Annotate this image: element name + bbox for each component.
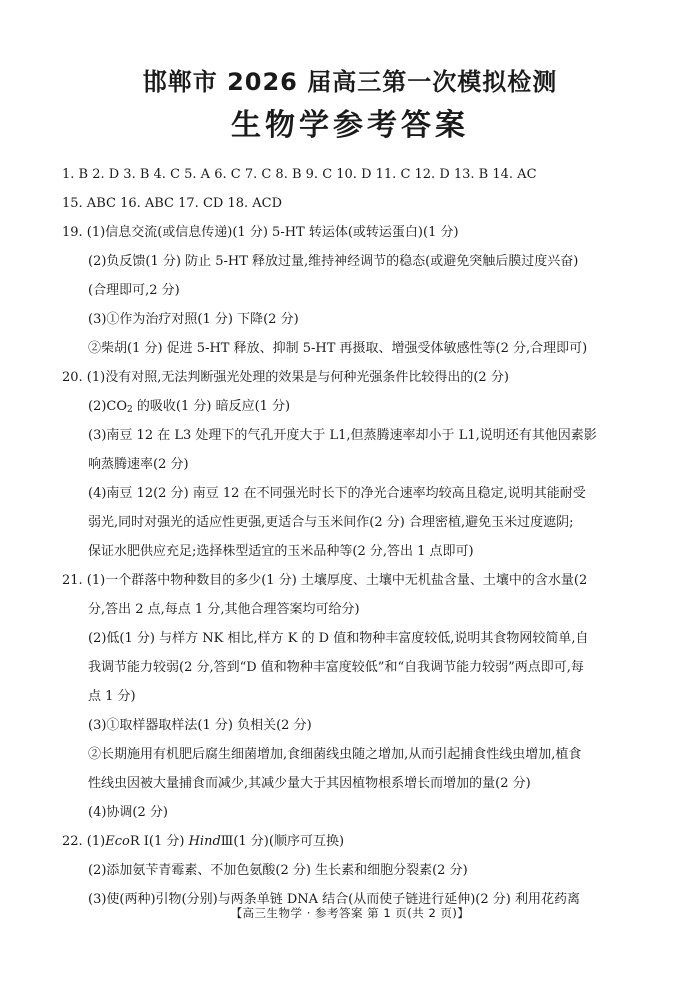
q21-line-9: (4)协调(2 分) <box>88 805 168 820</box>
q19-line-3: (合理即可,2 分) <box>88 283 180 298</box>
q21-line-6: (3)①取样器取样法(1 分) 负相关(2 分) <box>88 718 312 733</box>
exam-title: 邯郸市 2026 届高三第一次模拟检测 <box>142 68 558 96</box>
q21-line-7: ②长期施用有机肥后腐生细菌增加,食细菌线虫随之增加,从而引起捕食性线虫增加,植食 <box>88 747 582 762</box>
q19-line-5: ②柴胡(1 分) 促进 5-HT 释放、抑制 5-HT 再摄取、增强受体敏感性等(2 分,合理即可) <box>88 341 588 356</box>
q22-hindiii-rest: Ⅲ(1 分)(顺序可互换) <box>220 834 345 849</box>
subject-title: 生物学参考答案 <box>231 108 469 143</box>
q22-ecori-rest: R Ⅰ(1 分) <box>129 834 189 849</box>
mc-answers-line-1: 1. B 2. D 3. B 4. C 5. A 6. C 7. C 8. B 9. C 10. D 11. C 12. D 13. B 14. AC <box>62 167 537 182</box>
q19-line-1: 19. (1)信息交流(或信息传递)(1 分) 5-HT 转运体(或转运蛋白)(1 分) <box>62 225 459 240</box>
q20-line-6: 弱光,同时对强光的适应性更强,更适合与玉米间作(2 分) 合理密植,避免玉米过度遮阴; <box>88 515 574 530</box>
q21-line-2: 分,答出 2 点,每点 1 分,其他合理答案均可给分) <box>88 602 360 617</box>
q22-prefix: 22. (1) <box>62 834 106 849</box>
answer-content <box>62 160 640 914</box>
q22-ecori-italic: Eco <box>105 834 130 849</box>
q20-line-5: (4)南豆 12(2 分) 南豆 12 在不同强光时长下的净光合速率均较高且稳定,说明其能耐受 <box>88 486 586 501</box>
q21-line-4: 我调节能力较弱(2 分,答到“D 值和物种丰富度较低”和“自我调节能力较弱”两点即可,每 <box>88 660 584 675</box>
q20-co2-suffix: 的吸收(1 分) 暗反应(1 分) <box>132 399 291 414</box>
q21-line-5: 点 1 分) <box>88 689 136 704</box>
q21-line-3: (2)低(1 分) 与样方 NK 相比,样方 K 的 D 值和物种丰富度较低,说明其食物网较简单,自 <box>88 631 589 646</box>
q22-line-1 <box>62 827 640 856</box>
q22-line-2: (2)添加氨苄青霉素、不加色氨酸(2 分) 生长素和细胞分裂素(2 分) <box>88 863 468 878</box>
q22-line-3: (3)使(两种)引物(分别)与两条单链 DNA 结合(从而使子链进行延伸)(2 分) 利用花药离 <box>88 892 580 907</box>
q19-line-4: (3)①作为治疗对照(1 分) 下降(2 分) <box>88 312 299 327</box>
mc-answers-line-2: 15. ABC 16. ABC 17. CD 18. ACD <box>62 196 283 211</box>
q20-co2-prefix: (2)CO <box>88 399 128 414</box>
q20-co2-subscript: 2 <box>127 405 133 415</box>
q20-line-1: 20. (1)没有对照,无法判断强光处理的效果是与何种光强条件比较得出的(2 分) <box>62 370 509 385</box>
q19-line-2: (2)负反馈(1 分) 防止 5-HT 释放过量,维持神经调节的稳态(或避免突触后膜过度兴奋) <box>88 254 579 269</box>
q22-hindiii-italic: Hind <box>188 834 221 849</box>
q20-line-7: 保证水肥供应充足;选择株型适宜的玉米品种等(2 分,答出 1 点即可) <box>88 544 474 559</box>
q21-line-1: 21. (1)一个群落中物种数目的多少(1 分) 土壤厚度、土壤中无机盐含量、土壤中的含水量(2 <box>62 573 588 588</box>
q21-line-8: 性线虫因被大量捕食而减少,其减少量大于其因植物根系增长而增加的量(2 分) <box>88 776 531 791</box>
q20-line-2 <box>62 392 640 421</box>
page-footer: 【高三生物学 · 参考答案 第 1 页(共 2 页)】 <box>230 906 470 920</box>
q20-line-3: (3)南豆 12 在 L3 处理下的气孔开度大于 L1,但蒸腾速率却小于 L1,说明还有其他因素影 <box>88 428 597 443</box>
q20-line-4: 响蒸腾速率(2 分) <box>88 457 189 472</box>
